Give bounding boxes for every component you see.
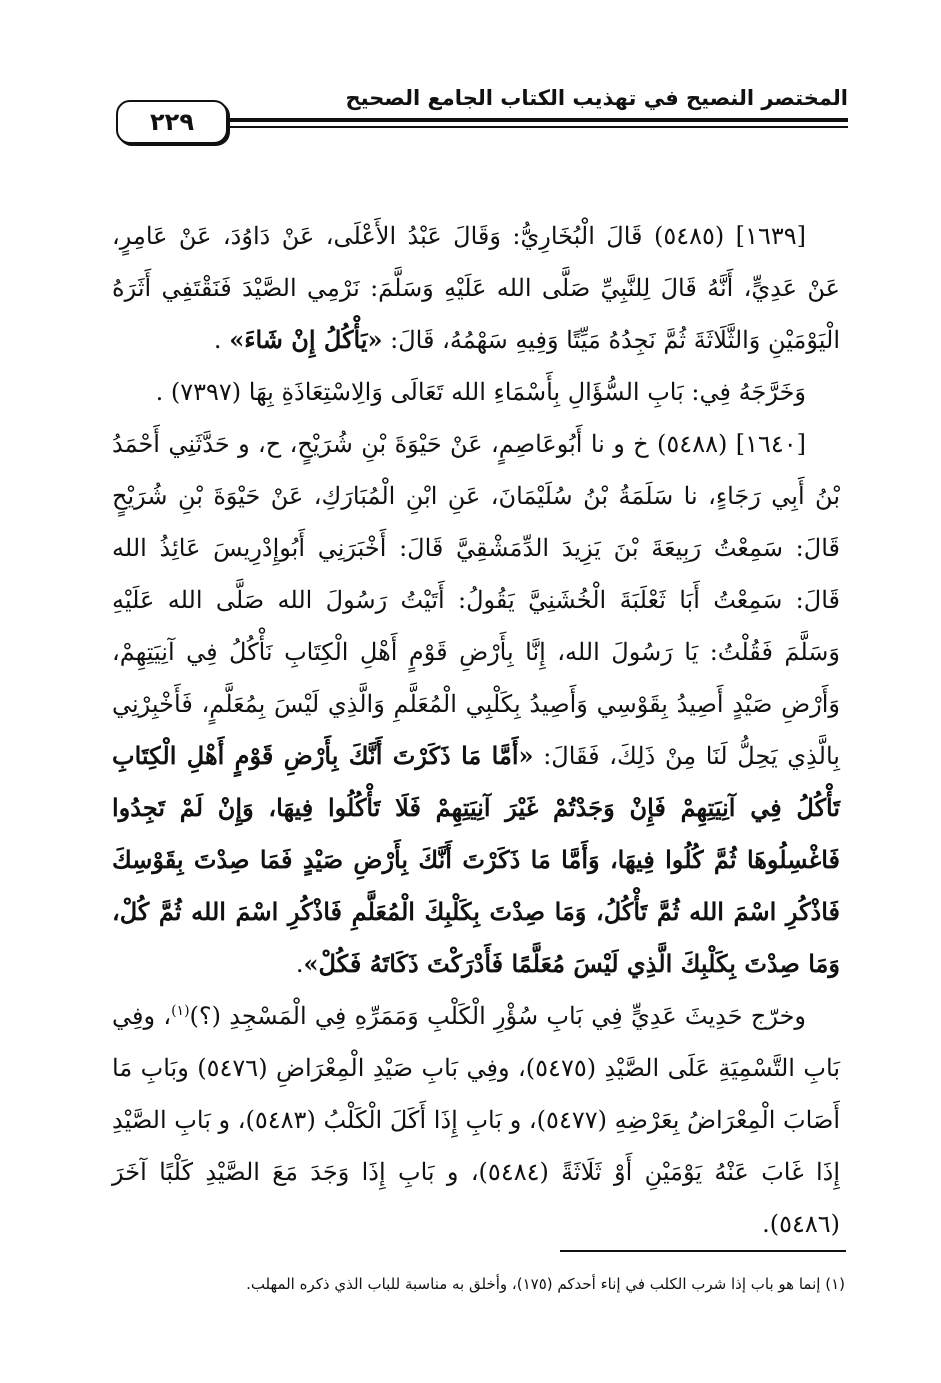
page-number: ٢٢٩ [116, 100, 228, 144]
footnote-reference[interactable]: (١) [171, 1003, 190, 1019]
page-header [108, 78, 848, 148]
hadith-1640 [112, 418, 840, 990]
hadith-1640-quote: «أَمَّا مَا ذَكَرْتَ أَنَّكَ بِأَرْضِ قَوْمٍ أَهْلِ الْكِتَابِ تَأْكُلُ فِي آنِيَتِهِمْ فَإِنْ وَجَدْتُمْ غَيْرَ آنِيَتِهِمْ فَلَا تَأْكُلُوا فِيهَا، وَإِنْ لَمْ تَجِدُوا فَاغْسِلُوهَا ثُمَّ كُلُوا فِيهَا، وَأَمَّا مَا ذَكَرْتَ أَنَّكَ بِأَرْضِ صَيْدٍ فَمَا صِدْتَ بِقَوْسِكَ فَاذْكُرِ اسْمَ الله ثُمَّ تَأْكُلُ، وَمَا صِدْتَ بِكَلْبِكَ الْمُعَلَّمِ فَاذْكُرِ اسْمَ الله ثُمَّ كُلْ، وَمَا صِدْتَ بِكَلْبِكَ الَّذِي لَيْسَ مُعَلَّمًا فَأَدْرَكْتَ ذَكَاتَهُ فَكُلْ» [112, 741, 840, 978]
hadith-1640-tail: . [295, 950, 304, 978]
main-text [112, 210, 840, 1250]
takhrij-other [112, 990, 840, 1250]
footnote-separator [560, 1250, 846, 1252]
running-title: المختصر النصيح في تهذيب الكتاب الجامع الصحيح [345, 86, 848, 110]
hadith-1639-quote: «يَأْكُلُ إِنْ شَاءَ» [229, 325, 383, 354]
takhrij-1639: وَخَرَّجَهُ فِي: بَابِ السُّؤَالِ بِأَسْمَاءِ الله تَعَالَى وَالِاسْتِعَاذَةِ بِهَا (٧٣٩٧) . [155, 378, 806, 406]
header-rule-thin [228, 126, 848, 128]
footnote: (١) إنما هو باب إذا شرب الكلب في إناء أحدكم (١٧٥)، وأخلق به مناسبة للباب الذي ذكره المهلب. [246, 1275, 845, 1293]
hadith-1639-tail: . [213, 326, 230, 354]
hadith-1639 [112, 210, 840, 366]
takhrij-other-before: وخرّج حَدِيثَ عَدِيٍّ فِي بَابِ سُؤْرِ الْكَلْبِ وَمَمَرِّهِ فِي الْمَسْجِدِ (؟) [189, 1002, 806, 1030]
hadith-1640-intro: [١٦٤٠] (٥٤٨٨) خ و نا أَبُوعَاصِمٍ، عَنْ حَيْوَةَ بْنِ شُرَيْحٍ، ح، و حَدَّثَنِي أَحْمَدُ بْنُ أَبِي رَجَاءٍ، نا سَلَمَةُ بْنُ سُلَيْمَانَ، عَنِ ابْنِ الْمُبَارَكِ، عَنْ حَيْوَةَ بْنِ شُرَيْحٍ قَالَ: سَمِعْتُ رَبِيعَةَ بْنَ يَزِيدَ الدِّمَشْقِيَّ قَالَ: أَخْبَرَنِي أَبُوإِدْرِيسَ عَائِذُ الله قَالَ: سَمِعْتُ أَبَا ثَعْلَبَةَ الْخُشَنِيَّ يَقُولُ: أَتَيْتُ رَسُولَ الله صَلَّى الله عَلَيْهِ وَسَلَّمَ فَقُلْتُ: يَا رَسُولَ الله، إِنَّا بِأَرْضِ قَوْمٍ أَهْلِ الْكِتَابِ نَأْكُلُ فِي آنِيَتِهِمْ، وَأَرْضِ صَيْدٍ أَصِيدُ بِقَوْسِي وَأَصِيدُ بِكَلْبِي الْمُعَلَّمِ وَالَّذِي لَيْسَ بِمُعَلَّمٍ، فَأَخْبِرْنِي بِالَّذِي يَحِلُّ لَنَا مِنْ ذَلِكَ، فَقَالَ: [112, 430, 841, 770]
header-rule-thick [228, 118, 848, 122]
takhrij-other-after: ، وفِي بَابِ التَّسْمِيَةِ عَلَى الصَّيْدِ (٥٤٧٥)، وفِي بَابِ صَيْدِ الْمِعْرَاضِ (٥٤٧٦) وبَابِ مَا أَصَابَ الْمِعْرَاضُ بِعَرْضِهِ (٥٤٧٧)، و بَابِ إِذَا أَكَلَ الْكَلْبُ (٥٤٨٣)، و بَابِ الصَّيْدِ إِذَا غَابَ عَنْهُ يَوْمَيْنِ أَوْ ثَلَاثَةً (٥٤٨٤)، و بَابِ إِذَا وَجَدَ مَعَ الصَّيْدِ كَلْبًا آخَرَ (٥٤٨٦). [112, 1002, 840, 1238]
hadith-1639-intro: [١٦٣٩] (٥٤٨٥) قَالَ الْبُخَارِيُّ: وَقَالَ عَبْدُ الأَعْلَى، عَنْ دَاوُدَ، عَنْ عَامِرٍ، عَنْ عَدِيٍّ، أَنَّهُ قَالَ لِلنَّبِيِّ صَلَّى الله عَلَيْهِ وَسَلَّمَ: نَرْمِي الصَّيْدَ فَنَقْتَفِي أَثَرَهُ الْيَوْمَيْنِ وَالثَّلَاثَةَ ثُمَّ نَجِدُهُ مَيِّتًا وَفِيهِ سَهْمُهُ، قَالَ: [112, 222, 840, 354]
